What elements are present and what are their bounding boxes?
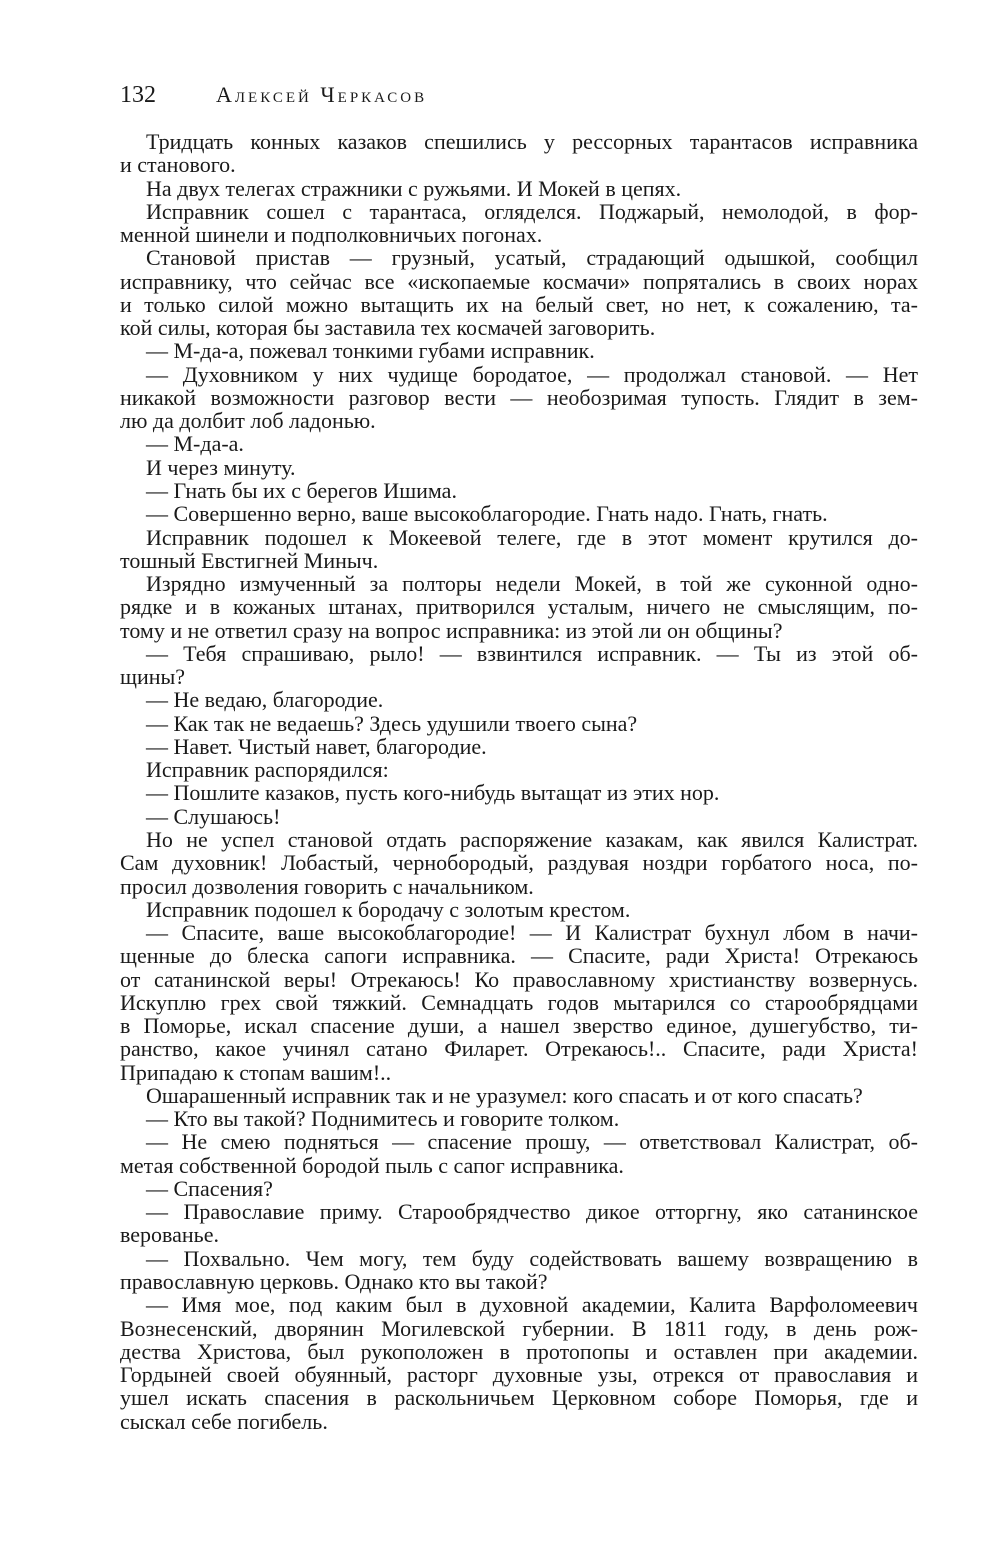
text-line: и станового. — [120, 152, 236, 178]
text-line: верованье. — [120, 1222, 219, 1248]
text-line: Искуплю грех свой тяжкий. Семнадцать годов мытарился со старообрядцами — [120, 989, 918, 1015]
text-line: — Тебя спрашиваю, рыло! — взвинтился исправник. — Ты из этой об- — [146, 640, 918, 666]
body-text — [120, 130, 918, 1433]
text-line: дества Христова, был рукоположен в протопопы и оставлен при академии. — [120, 1338, 918, 1364]
text-line: Исправник подошел к бородачу с золотым крестом. — [146, 896, 631, 922]
text-line: — Совершенно верно, ваше высокоблагородие. Гнать надо. Гнать, гнать. — [146, 501, 828, 527]
text-line: лю да долбит лоб ладонью. — [120, 408, 376, 434]
text-line: метая собственной бородой пыль с сапог исправника. — [120, 1152, 624, 1178]
text-line: На двух телегах стражники с ружьями. И Мокей в цепях. — [146, 175, 682, 201]
text-line: Гордыней своей обуянный, расторг духовные узы, отрекся от православия и — [120, 1362, 918, 1388]
text-line: — Не смею подняться — спасение прошу, — ответствовал Калистрат, об- — [146, 1129, 918, 1155]
text-line: никакой возможности разговор вести — необозримая тупость. Глядит в зем- — [120, 384, 918, 410]
text-line: — Похвально. Чем могу, тем буду содействовать вашему возвращению в — [146, 1245, 918, 1271]
text-line: тошный Евстигней Миныч. — [120, 547, 379, 573]
text-line: исправнику, что сейчас все «ископаемые космачи» попрятались в своих норах — [120, 268, 918, 294]
text-line: Тридцать конных казаков спешились у рессорных тарантасов исправника — [146, 129, 918, 154]
text-line: — Гнать бы их с берегов Ишима. — [146, 477, 457, 503]
text-line: православную церковь. Однако кто вы такой? — [120, 1269, 548, 1295]
text-line: — Навет. Чистый навет, благородие. — [146, 733, 487, 759]
text-line: — Не ведаю, благородие. — [146, 687, 384, 713]
page-number: 132 — [120, 82, 156, 108]
text-line: ранство, какое учинял сатано Филарет. Отрекаюсь!.. Спасите, ради Христа! — [120, 1036, 918, 1062]
text-line: просил дозволения говорить с начальником. — [120, 873, 534, 899]
text-line: сыскал себе погибель. — [120, 1408, 328, 1434]
text-line: — Кто вы такой? Поднимитесь и говорите толком. — [146, 1106, 620, 1132]
text-line: — М-да-а. — [146, 431, 244, 457]
text-line: менной шинели и подполковничьих погонах. — [120, 222, 543, 248]
text-line: Но не успел становой отдать распоряжение казакам, как явился Калистрат. — [146, 826, 918, 852]
text-line: Исправник подошел к Мокеевой телеге, где в этот момент крутился до- — [146, 524, 918, 550]
text-line: Исправник распорядился: — [146, 757, 389, 783]
text-line: Припадаю к стопам вашим!.. — [120, 1059, 392, 1085]
text-line: от сатанинской веры! Отрекаюсь! Ко православному христианству возвернусь. — [120, 966, 918, 992]
text-line: — М-да-а, пожевал тонкими губами исправник. — [146, 338, 595, 364]
text-line: тому и не ответил сразу на вопрос исправника: из этой ли он общины? — [120, 617, 783, 643]
text-line: — Духовником у них чудище бородатое, — продолжал становой. — Нет — [146, 361, 918, 387]
text-line: ушел искать спасения в раскольничьем Церковном соборе Поморья, где и — [120, 1385, 918, 1411]
text-line: — Слушаюсь! — [146, 803, 281, 829]
text-line: Становой пристав — грузный, усатый, страдающий одышкой, сообщил — [146, 245, 918, 271]
text-line: и только силой можно вытащить их на белый свет, но нет, к сожалению, та- — [120, 291, 918, 317]
text-line: щенные до блеска сапоги исправника. — Спасите, ради Христа! Отрекаюсь — [120, 943, 918, 969]
text-line: И через минуту. — [146, 454, 296, 480]
running-head-author: Алексей Черкасов — [216, 82, 428, 107]
text-line: Сам духовник! Лобастый, чернобородый, раздувая ноздри горбатого носа, по- — [120, 850, 918, 876]
text-line: щины? — [120, 664, 186, 690]
text-line: Изрядно измученный за полторы недели Мокей, в той же суконной одно- — [146, 571, 918, 597]
text-line: рядке и в кожаных штанах, притворился усталым, ничего не смыслящим, по- — [120, 594, 918, 620]
text-line: — Имя мое, под каким был в духовной академии, Калита Варфоломеевич — [146, 1292, 918, 1318]
text-line: — Спасите, ваше высокоблагородие! — И Калистрат бухнул лбом в начи- — [146, 920, 918, 946]
text-line: Вознесенский, дворянин Могилевской губернии. В 1811 году, в день рож- — [120, 1315, 918, 1341]
text-line: кой силы, которая бы заставила тех космачей заговорить. — [120, 315, 656, 341]
text-line: — Спасения? — [146, 1175, 273, 1201]
text-line: — Православие приму. Старообрядчество дикое отторгну, яко сатанинское — [146, 1199, 918, 1225]
text-line: Исправник сошел с тарантаса, огляделся. Поджарый, немолодой, в фор- — [146, 198, 918, 224]
text-line: в Поморье, искал спасение души, а нашел зверство единое, душегубство, ти- — [120, 1013, 918, 1039]
text-line: — Как так не ведаешь? Здесь удушили твоего сына? — [146, 710, 638, 736]
page-header — [120, 82, 427, 109]
text-line: — Пошлите казаков, пусть кого-нибудь вытащат из этих нор. — [146, 780, 720, 806]
text-line: Ошарашенный исправник так и не уразумел: кого спасать и от кого спасать? — [146, 1082, 863, 1108]
